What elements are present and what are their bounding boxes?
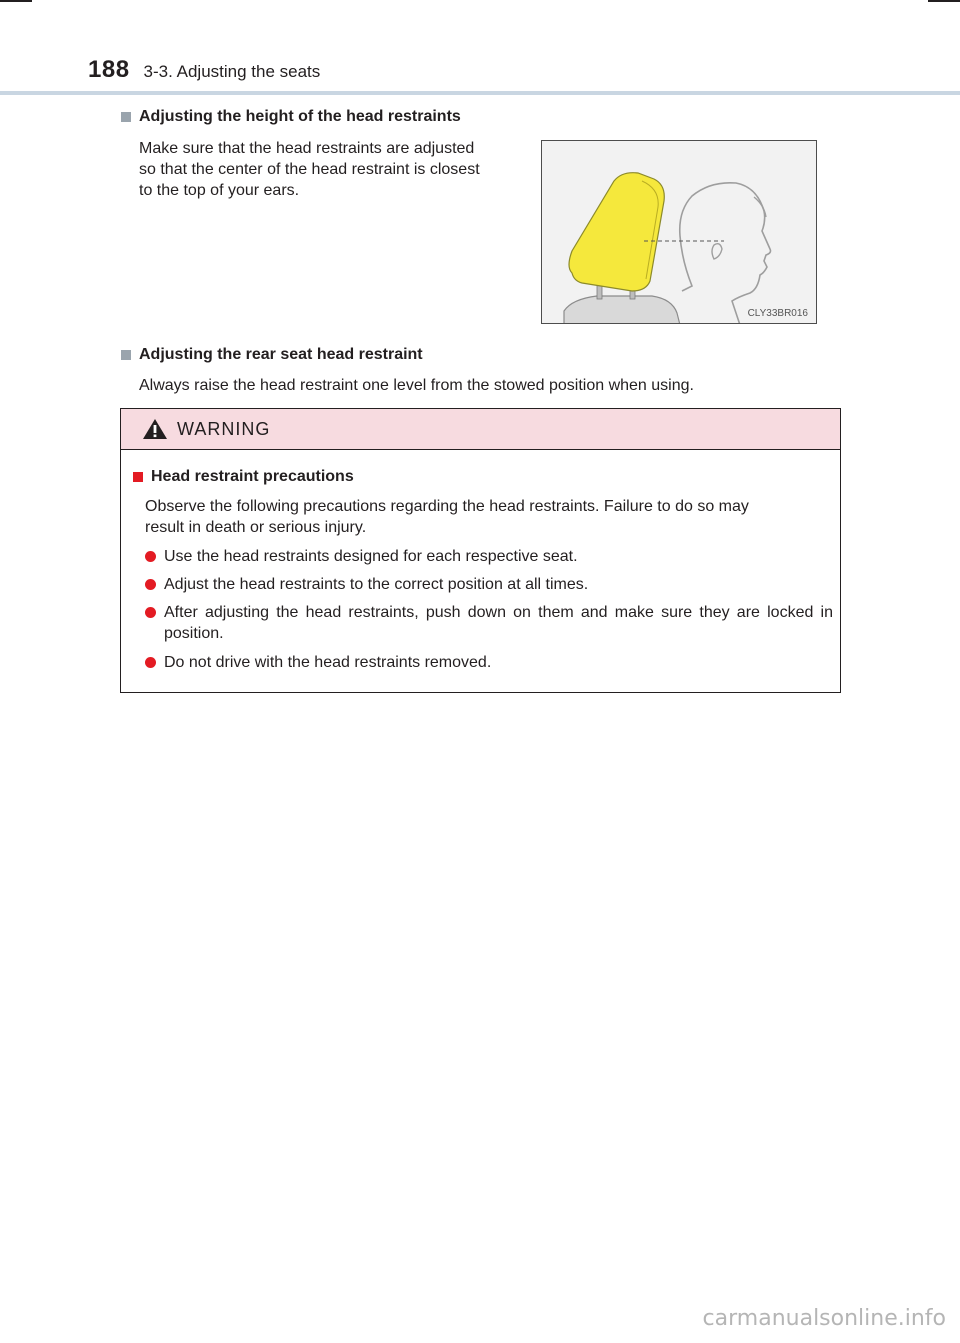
red-dot-bullet-icon xyxy=(145,657,156,668)
warning-subheading xyxy=(133,468,354,486)
red-dot-bullet-icon xyxy=(145,607,156,618)
red-dot-bullet-icon xyxy=(145,579,156,590)
warning-header xyxy=(121,409,840,450)
text-line: Observe the following precautions regarding the head restraints. Failure to do so may xyxy=(145,498,749,515)
warning-item-text: Adjust the head restraints to the correct position at all times. xyxy=(164,576,589,593)
watermark: carmanualsonline.info xyxy=(702,1306,946,1331)
head-restraint-illustration xyxy=(542,141,817,324)
warning-subheading-text: Head restraint precautions xyxy=(151,468,354,485)
warning-item-text: After adjusting the head restraints, push down on them and make sure they are locked in position. xyxy=(164,604,833,642)
figure-code: CLY33BR016 xyxy=(747,308,808,319)
page-number: 188 xyxy=(88,56,130,83)
warning-item xyxy=(145,546,833,567)
subheading-height-adjust xyxy=(121,108,461,126)
subheading-text: Adjusting the rear seat head restraint xyxy=(139,346,423,363)
height-adjust-text xyxy=(139,138,529,201)
rear-seat-text: Always raise the head restraint one level from the stowed position when using. xyxy=(139,377,694,394)
warning-item-text: Use the head restraints designed for each respective seat. xyxy=(164,548,578,565)
text-line: to the top of your ears. xyxy=(139,182,300,199)
header-rule xyxy=(0,91,960,95)
warning-item xyxy=(145,652,833,673)
square-bullet-icon xyxy=(133,472,143,482)
square-bullet-icon xyxy=(121,350,131,360)
section-title: 3-3. Adjusting the seats xyxy=(143,62,321,81)
subheading-rear-seat xyxy=(121,346,423,364)
warning-triangle-icon xyxy=(141,417,169,441)
text-line: Make sure that the head restraints are adjusted xyxy=(139,140,475,157)
crop-mark-left xyxy=(0,0,32,2)
warning-intro xyxy=(145,496,835,538)
warning-box xyxy=(120,408,841,693)
square-bullet-icon xyxy=(121,112,131,122)
subheading-text: Adjusting the height of the head restraints xyxy=(139,108,461,125)
text-line: so that the center of the head restraint is closest xyxy=(139,161,480,178)
head-restraint-figure xyxy=(541,140,817,324)
text-line: result in death or serious injury. xyxy=(145,519,367,536)
red-dot-bullet-icon xyxy=(145,551,156,562)
warning-item xyxy=(145,602,833,644)
crop-mark-right xyxy=(928,0,960,2)
warning-item xyxy=(145,574,833,595)
page-header xyxy=(88,56,320,90)
warning-item-text: Do not drive with the head restraints removed. xyxy=(164,654,492,671)
warning-title: WARNING xyxy=(177,418,271,439)
